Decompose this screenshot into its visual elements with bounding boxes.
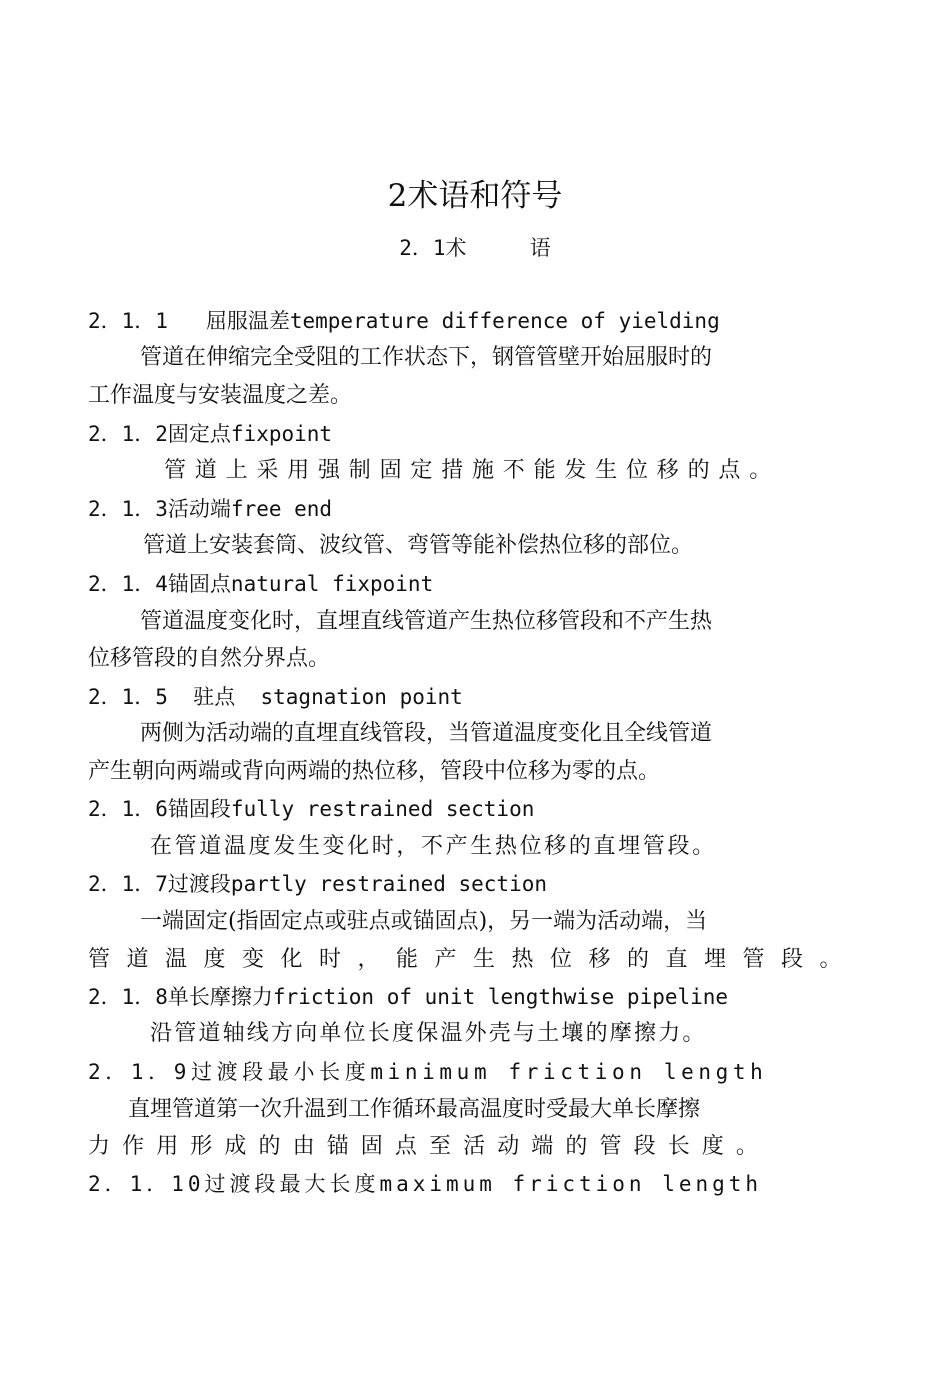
term-2-1-7-heading: 2．1．7过渡段partly restrained section bbox=[88, 872, 548, 896]
section-title: 2．1术 语 bbox=[399, 236, 551, 260]
term-2-1-5-heading: 2．1．5 驻点 stagnation point bbox=[88, 685, 463, 709]
term-2-1-4-definition-line-1: 管道温度变化时，直埋直线管道产生热位移管段和不产生热 bbox=[140, 609, 713, 634]
term-2-1-9-heading: 2．1．9过渡段最小长度minimum friction length bbox=[88, 1060, 768, 1084]
term-2-1-10-heading: 2．1．10过渡段最大长度maximum friction length bbox=[88, 1172, 763, 1196]
term-2-1-7-definition-line-1: 一端固定(指固定点或驻点或锚固点)，另一端为活动端，当 bbox=[140, 909, 708, 934]
term-2-1-1-definition-line-2: 工作温度与安装温度之差。 bbox=[88, 383, 353, 408]
term-2-1-3-definition: 管道上安装套筒、波纹管、弯管等能补偿热位移的部位。 bbox=[143, 533, 694, 558]
term-2-1-9-definition-line-2: 力作用形成的由锚固点至活动端的管段长度。 bbox=[88, 1134, 771, 1159]
term-2-1-6-definition: 在管道温度发生变化时，不产生热位移的直埋管段。 bbox=[150, 834, 717, 859]
term-2-1-5-definition-line-2: 产生朝向两端或背向两端的热位移，管段中位移为零的点。 bbox=[88, 759, 661, 784]
term-2-1-4-heading: 2．1．4锚固点natural fixpoint bbox=[88, 572, 434, 596]
term-2-1-8-heading: 2．1．8单长摩擦力friction of unit lengthwise pipeline bbox=[88, 985, 729, 1009]
chapter-title: 2术语和符号 bbox=[387, 178, 563, 214]
term-2-1-2-heading: 2．1．2固定点fixpoint bbox=[88, 422, 333, 446]
term-2-1-1-definition-line-1: 管道在伸缩完全受阻的工作状态下，钢管管壁开始屈服时的 bbox=[140, 345, 713, 370]
term-2-1-5-definition-line-1: 两侧为活动端的直埋直线管段，当管道温度变化且全线管道 bbox=[140, 721, 713, 746]
term-2-1-2-definition: 管道上采用强制固定措施不能发生位移的点。 bbox=[164, 458, 781, 483]
term-2-1-8-definition: 沿管道轴线方向单位长度保温外壳与土壤的摩擦力。 bbox=[150, 1021, 707, 1046]
term-2-1-6-heading: 2．1．6锚固段fully restrained section bbox=[88, 797, 535, 821]
term-2-1-9-definition-line-1: 直埋管道第一次升温到工作循环最高温度时受最大单长摩擦 bbox=[128, 1097, 701, 1122]
term-2-1-3-heading: 2．1．3活动端free end bbox=[88, 497, 333, 521]
term-2-1-1-heading: 2．1．1 屈服温差temperature difference of yielding bbox=[88, 309, 720, 333]
term-2-1-7-definition-line-2: 管道温度变化时，能产生热位移的直埋管段。 bbox=[88, 947, 859, 972]
term-2-1-4-definition-line-2: 位移管段的自然分界点。 bbox=[88, 646, 331, 671]
